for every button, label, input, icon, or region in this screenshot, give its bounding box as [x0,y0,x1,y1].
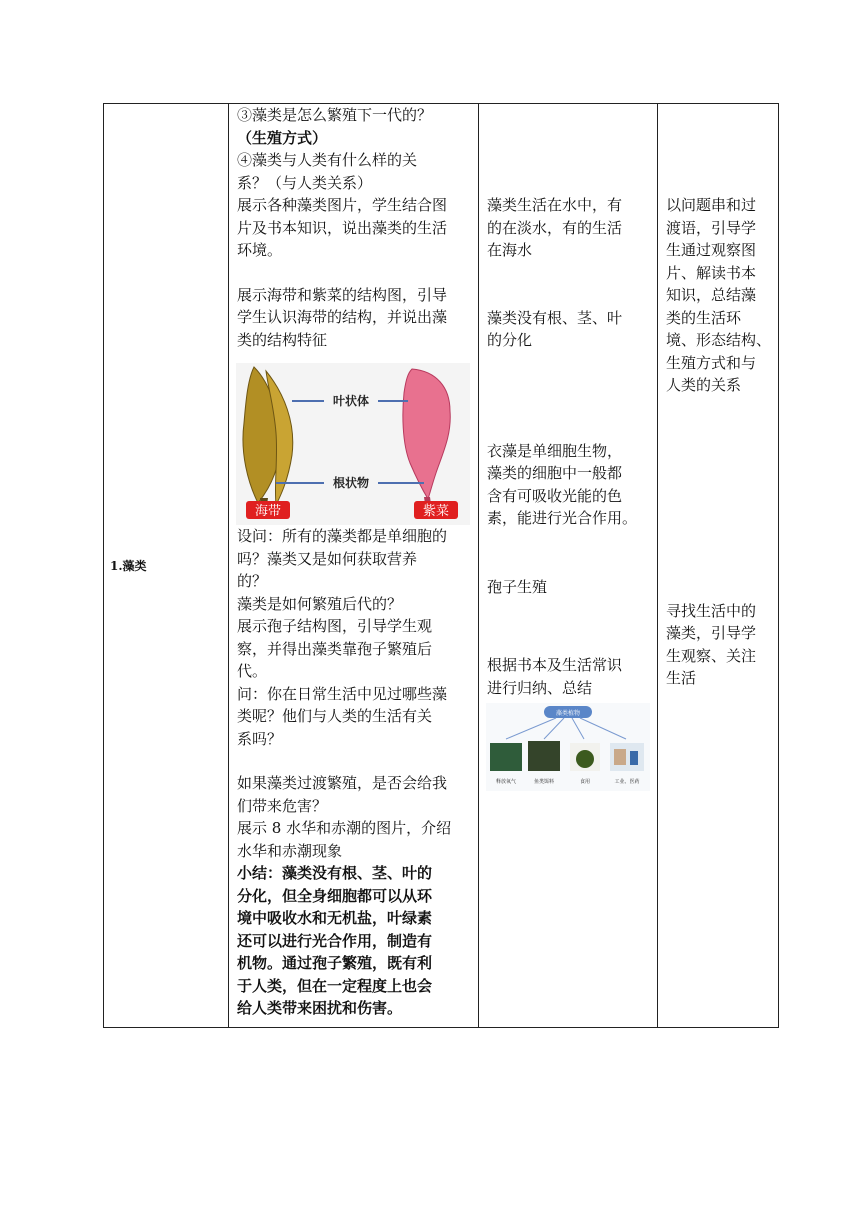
intent1-1: 以问题串和过 [666,196,757,214]
single-cell-4: 素，能进行光合作用。 [487,509,638,527]
lesson-table [103,103,779,1028]
overgrowth-2: 们带来危害？ [237,796,328,815]
bloom-1: 展示 8 水华和赤潮的图片，介绍 [237,819,452,837]
bloom-2: 水华和赤潮现象 [237,841,343,860]
summary-5: 机物。通过孢子繁殖，既有利 [237,954,433,972]
daily-3: 系吗？ [237,729,283,748]
summary-7: 给人类带来困扰和伤害。 [237,999,403,1017]
intent1-4: 片、解读书本 [666,263,757,282]
no-organs-1: 藻类没有根、茎、叶 [487,308,623,327]
q4-line2-text: 系？（与人类关系） [237,173,373,192]
show-structure-1: 展示海带和紫菜的结构图，引导 [237,285,448,304]
summary-4: 还可以进行光合作用，制造有 [237,931,433,950]
diagram-label-fishfeed: 鱼类饵料 [533,779,555,785]
intent1-2: 渡语，引导学 [666,218,757,237]
habitat-2: 的在淡水，有的生活 [487,218,623,237]
q3-line1: ③藻类是怎么繁殖下一代的？ [237,106,433,124]
label-frond: 叶状体 [332,394,370,408]
daily-2: 类呢？他们与人类的生活有关 [237,707,433,725]
intent2-3: 生观察、关注 [666,646,757,665]
algae-uses-diagram [486,703,650,791]
reproduce-2: 展示孢子结构图，引导学生观 [237,617,433,635]
diagram-center: 藻类植物 [555,710,581,717]
intent1-9: 人类的关系 [666,376,742,394]
tag-kelp: 海带 [254,504,282,519]
spore: 孢子生殖 [487,577,548,596]
single-cell-3: 含有可吸收光能的色 [487,486,623,505]
show-structure-3: 类的结构特征 [237,330,328,349]
reproduce-3: 察，并得出藻类靠孢子繁殖后 [237,639,433,658]
tag-laver: 紫菜 [422,504,450,519]
diagram-label-food: 食用 [579,779,591,785]
diagram-label-oxygen: 释放氧气 [495,779,517,785]
single-cell-2: 藻类的细胞中一般都 [487,464,623,482]
ask-3: 的？ [237,572,268,590]
habitat-1: 藻类生活在水中，有 [487,196,623,214]
intent1-5: 知识，总结藻 [666,286,757,304]
single-cell-1: 衣藻是单细胞生物， [487,441,623,460]
reproduce-1: 藻类是如何繁殖后代的？ [237,594,403,613]
student-activity-cell [479,104,658,1028]
q4-line1: ④藻类与人类有什么样的关 [237,151,418,169]
diagram-label-industry: 工业、医药 [614,779,640,785]
show-structure-2: 学生认识海带的结构，并说出藻 [237,308,448,326]
ask-2: 吗？藻类又是如何获取营养 [237,549,418,568]
habitat-3: 在海水 [487,241,533,259]
daily-1: 问：你在日常生活中见过哪些藻 [237,684,448,703]
q3-line2: （生殖方式） [237,128,328,147]
intent1-6: 类的生活环 [666,308,742,327]
kelp-laver-structure-figure [236,363,470,525]
intent2-1: 寻找生活中的 [666,601,757,620]
show-pics-1: 展示各种藻类图片，学生结合图 [237,196,448,214]
intent1-3: 生通过观察图 [666,241,757,259]
show-pics-3: 环境。 [237,241,283,259]
intent2-2: 藻类，引导学 [666,624,757,642]
overgrowth-1: 如果藻类过渡繁殖，是否会给我 [237,774,448,792]
summary-1: 小结：藻类没有根、茎、叶的 [237,864,433,882]
teacher-activity-cell [229,104,479,1028]
summary-2: 分化，但全身细胞都可以从环 [237,886,433,905]
stage-cell [104,104,229,1028]
intent1-8: 生殖方式和与 [666,353,757,372]
intent2-4: 生活 [666,669,697,687]
design-intent-cell [658,104,779,1028]
ask-1: 设问：所有的藻类都是单细胞的 [237,527,448,545]
q4-line2 [237,172,472,195]
summary-6: 于人类，但在一定程度上也会 [237,976,433,995]
summarize-2: 进行归纳、总结 [487,678,593,697]
summary-3: 境中吸收水和无机盐，叶绿素 [237,909,433,927]
intent1-7: 境、形态结构、 [666,331,772,349]
reproduce-4: 代。 [237,662,268,680]
label-holdfast: 根状物 [332,476,370,490]
show-pics-2: 片及书本知识，说出藻类的生活 [237,218,448,237]
stage-label: 1.藻类 [110,559,147,573]
summarize-1: 根据书本及生活常识 [487,656,623,674]
no-organs-2: 的分化 [487,331,533,349]
